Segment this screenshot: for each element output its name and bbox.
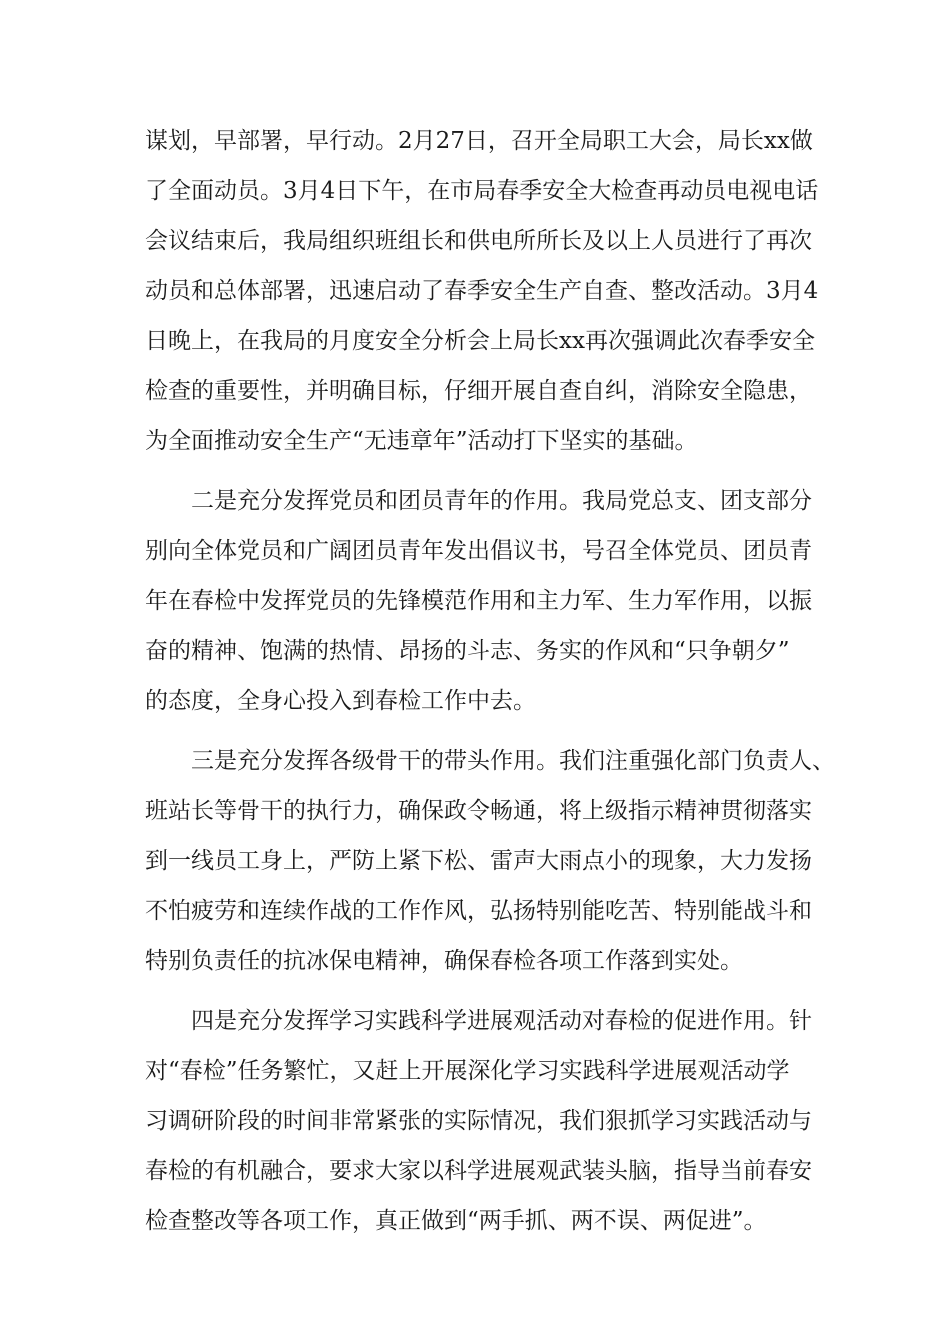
text-line: 动员和总体部署，迅速启动了春季安全生产自查、整改活动。3月4 [145,278,819,304]
text-line: 为全面推动安全生产“无违章年”活动打下坚实的基础。 [145,428,698,454]
text-line: 日晚上，在我局的月度安全分析会上局长xx再次强调此次春季安全 [145,328,815,354]
text-line: 检查的重要性，并明确目标，仔细开展自查自纠，消除安全隐患， [145,378,812,404]
text-line: 特别负责任的抗冰保电精神，确保春检各项工作落到实处。 [145,948,743,974]
text-line: 班站长等骨干的执行力，确保政令畅通，将上级指示精神贯彻落实 [145,798,812,824]
text-line: 习调研阶段的时间非常紧张的实际情况，我们狠抓学习实践活动与 [145,1108,812,1134]
paragraph-start-line: 四是充分发挥学习实践科学进展观活动对春检的促进作用。针 [191,1008,812,1034]
text-line: 到一线员工身上，严防上紧下松、雷声大雨点小的现象，大力发扬 [145,848,812,874]
text-line: 对“春检”任务繁忙，又赶上开展深化学习实践科学进展观活动学 [145,1058,790,1084]
paragraph-start-line: 三是充分发挥各级骨干的带头作用。我们注重强化部门负责人、 [191,748,835,774]
text-line: 奋的精神、饱满的热情、昂扬的斗志、务实的作风和“只争朝夕” [145,638,790,664]
text-line: 别向全体党员和广阔团员青年发出倡议书，号召全体党员、团员青 [145,538,812,564]
paragraph-start-line: 二是充分发挥党员和团员青年的作用。我局党总支、团支部分 [191,488,812,514]
text-line: 会议结束后，我局组织班组长和供电所所长及以上人员进行了再次 [145,228,812,254]
text-line: 的态度，全身心投入到春检工作中去。 [145,688,536,714]
text-line: 检查整改等各项工作，真正做到“两手抓、两不误、两促进”。 [145,1208,767,1234]
text-line: 谋划，早部署，早行动。2月27日，召开全局职工大会，局长xx做 [145,128,813,154]
text-line: 了全面动员。3月4日下午，在市局春季安全大检查再动员电视电话 [145,178,819,204]
text-line: 年在春检中发挥党员的先锋模范作用和主力军、生力军作用，以振 [145,588,812,614]
text-line: 春检的有机融合，要求大家以科学进展观武装头脑，指导当前春安 [145,1158,812,1184]
text-line: 不怕疲劳和连续作战的工作作风，弘扬特别能吃苦、特别能战斗和 [145,898,812,924]
